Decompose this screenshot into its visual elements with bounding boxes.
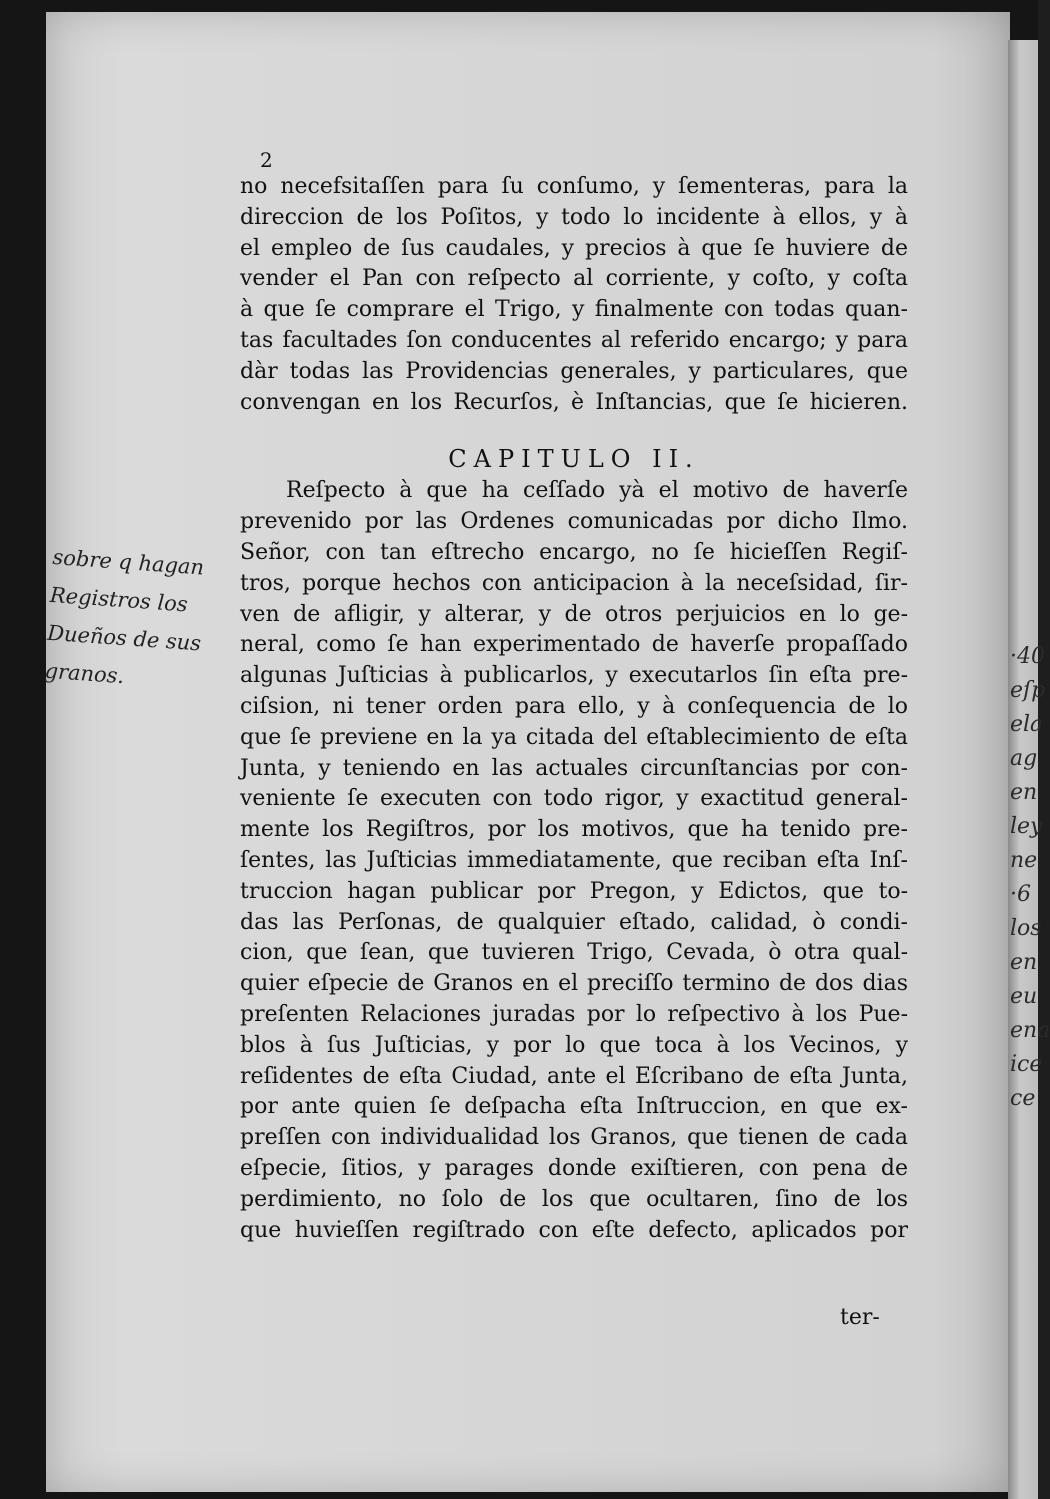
text-line: preſenten Relaciones juradas por lo reſpectivo à los Pue- (240, 1001, 908, 1027)
handwritten-margin-note (43, 538, 243, 703)
adjacent-leaf-fragment: ela (1010, 712, 1044, 737)
text-line: prevenido por las Ordenes comunicadas por dicho Ilmo. (240, 509, 908, 535)
text-line: vender el Pan con reſpecto al corriente, y coſto, y coſta (240, 266, 908, 292)
text-line: Junta, y teniendo en las actuales circunſtancias por con- (240, 755, 908, 781)
text-line: perdimiento, no ſolo de los que ocultaren, ſino de los (240, 1186, 908, 1212)
paragraph-1 (240, 172, 908, 418)
paragraph-2 (240, 476, 908, 1246)
text-line: ſentes, las Juſticias immediatamente, que reciban eſta Inſ- (240, 847, 908, 873)
text-line: ciſsion, ni tener orden para ello, y à conſequencia de lo (240, 693, 908, 719)
adjacent-leaf-fragment: los (1010, 916, 1042, 941)
adjacent-leaf-fragment: ce (1010, 1086, 1036, 1111)
text-line: direccion de los Poſitos, y todo lo incidente à ellos, y à (240, 204, 908, 230)
text-line: quier eſpecie de Granos en el preciſſo termino de dos dias (240, 971, 908, 997)
text-line: mente los Regiſtros, por los motivos, que ha tenido pre- (240, 817, 908, 843)
margin-note-line: Registros los (49, 582, 189, 617)
text-line: truccion hagan publicar por Pregon, y Edictos, que to- (240, 878, 908, 904)
text-line: no necefsitaſſen para ſu conſumo, y ſementeras, para la (240, 174, 908, 199)
adjacent-leaf-fragment: ·40 (1010, 644, 1045, 669)
text-line: tas facultades ſon conducentes al referido encargo; y para (240, 327, 908, 353)
text-line: tros, porque hechos con anticipacion à la neceſsidad, ſir- (240, 570, 908, 596)
margin-note-line: sobre q hagan (51, 544, 205, 580)
text-line: Señor, con tan eſtrecho encargo, no ſe hicieſſen Regiſ- (240, 539, 908, 565)
adjacent-leaf-fragment: ena (1010, 1018, 1050, 1043)
text-line: neral, como ſe han experimentado de haverſe propaſſado (240, 632, 908, 658)
text-line: das las Perſonas, de qualquier eſtado, calidad, ò condi- (240, 909, 908, 935)
adjacent-leaf-fragment: eſp (1010, 678, 1046, 703)
text-line: eſpecie, ſitios, y parages donde exiſtieren, con pena de (240, 1155, 908, 1181)
adjacent-leaf-fragment: en (1010, 950, 1038, 975)
catchword: ter- (840, 1305, 880, 1330)
margin-note-line: Dueños de sus (46, 620, 202, 656)
adjacent-leaf-fragment: en (1010, 780, 1038, 805)
text-line: veniente ſe executen con todo rigor, y exactitud general- (240, 786, 908, 812)
text-line: preſſen con individualidad los Granos, que tienen de cada (240, 1125, 908, 1151)
text-line: que huvieſſen regiſtrado con eſte defecto, aplicados por (240, 1217, 908, 1243)
body-text (240, 172, 908, 1246)
text-line: ven de afligir, y alterar, y de otros perjuicios en lo ge- (240, 601, 908, 627)
text-line: convengan en los Recurſos, è Inſtancias, que ſe hicieren. (240, 389, 908, 415)
text-line: à que ſe comprare el Trigo, y finalmente con todas quan- (240, 297, 908, 323)
margin-note-line: granos. (43, 658, 125, 689)
text-line: cion, que ſean, que tuvieren Trigo, Cevada, ò otra qual- (240, 940, 908, 966)
text-line: blos à ſus Juſticias, y por lo que toca à los Vecinos, y (240, 1032, 908, 1058)
adjacent-leaf-fragment: ·6 (1010, 882, 1031, 907)
text-line: dàr todas las Providencias generales, y particulares, que (240, 358, 908, 384)
page-number: 2 (260, 148, 273, 172)
adjacent-leaf-fragment: ley (1010, 814, 1043, 839)
text-line: Reſpecto à que ha ceſſado yà el motivo de haverſe (286, 478, 908, 504)
text-line: reſidentes de eſta Ciudad, ante el Eſcribano de eſta Junta, (240, 1063, 908, 1089)
adjacent-leaf-fragment: eu (1010, 984, 1038, 1009)
text-line: por ante quien ſe deſpacha eſta Inſtruccion, en que ex- (240, 1094, 908, 1120)
adjacent-leaf-fragment: ag (1010, 746, 1038, 771)
adjacent-leaf-text (1010, 640, 1050, 1116)
adjacent-leaf-fragment: ice (1010, 1052, 1043, 1077)
text-line: el empleo de ſus caudales, y precios à que ſe huviere de (240, 235, 908, 261)
text-line: algunas Juſticias à publicarlos, y executarlos ſin eſta pre- (240, 663, 908, 689)
chapter-heading: CAPITULO II. (448, 445, 700, 474)
adjacent-leaf-fragment: ne (1010, 848, 1038, 873)
text-line: que ſe previene en la ya citada del eſtablecimiento de eſta (240, 724, 908, 750)
